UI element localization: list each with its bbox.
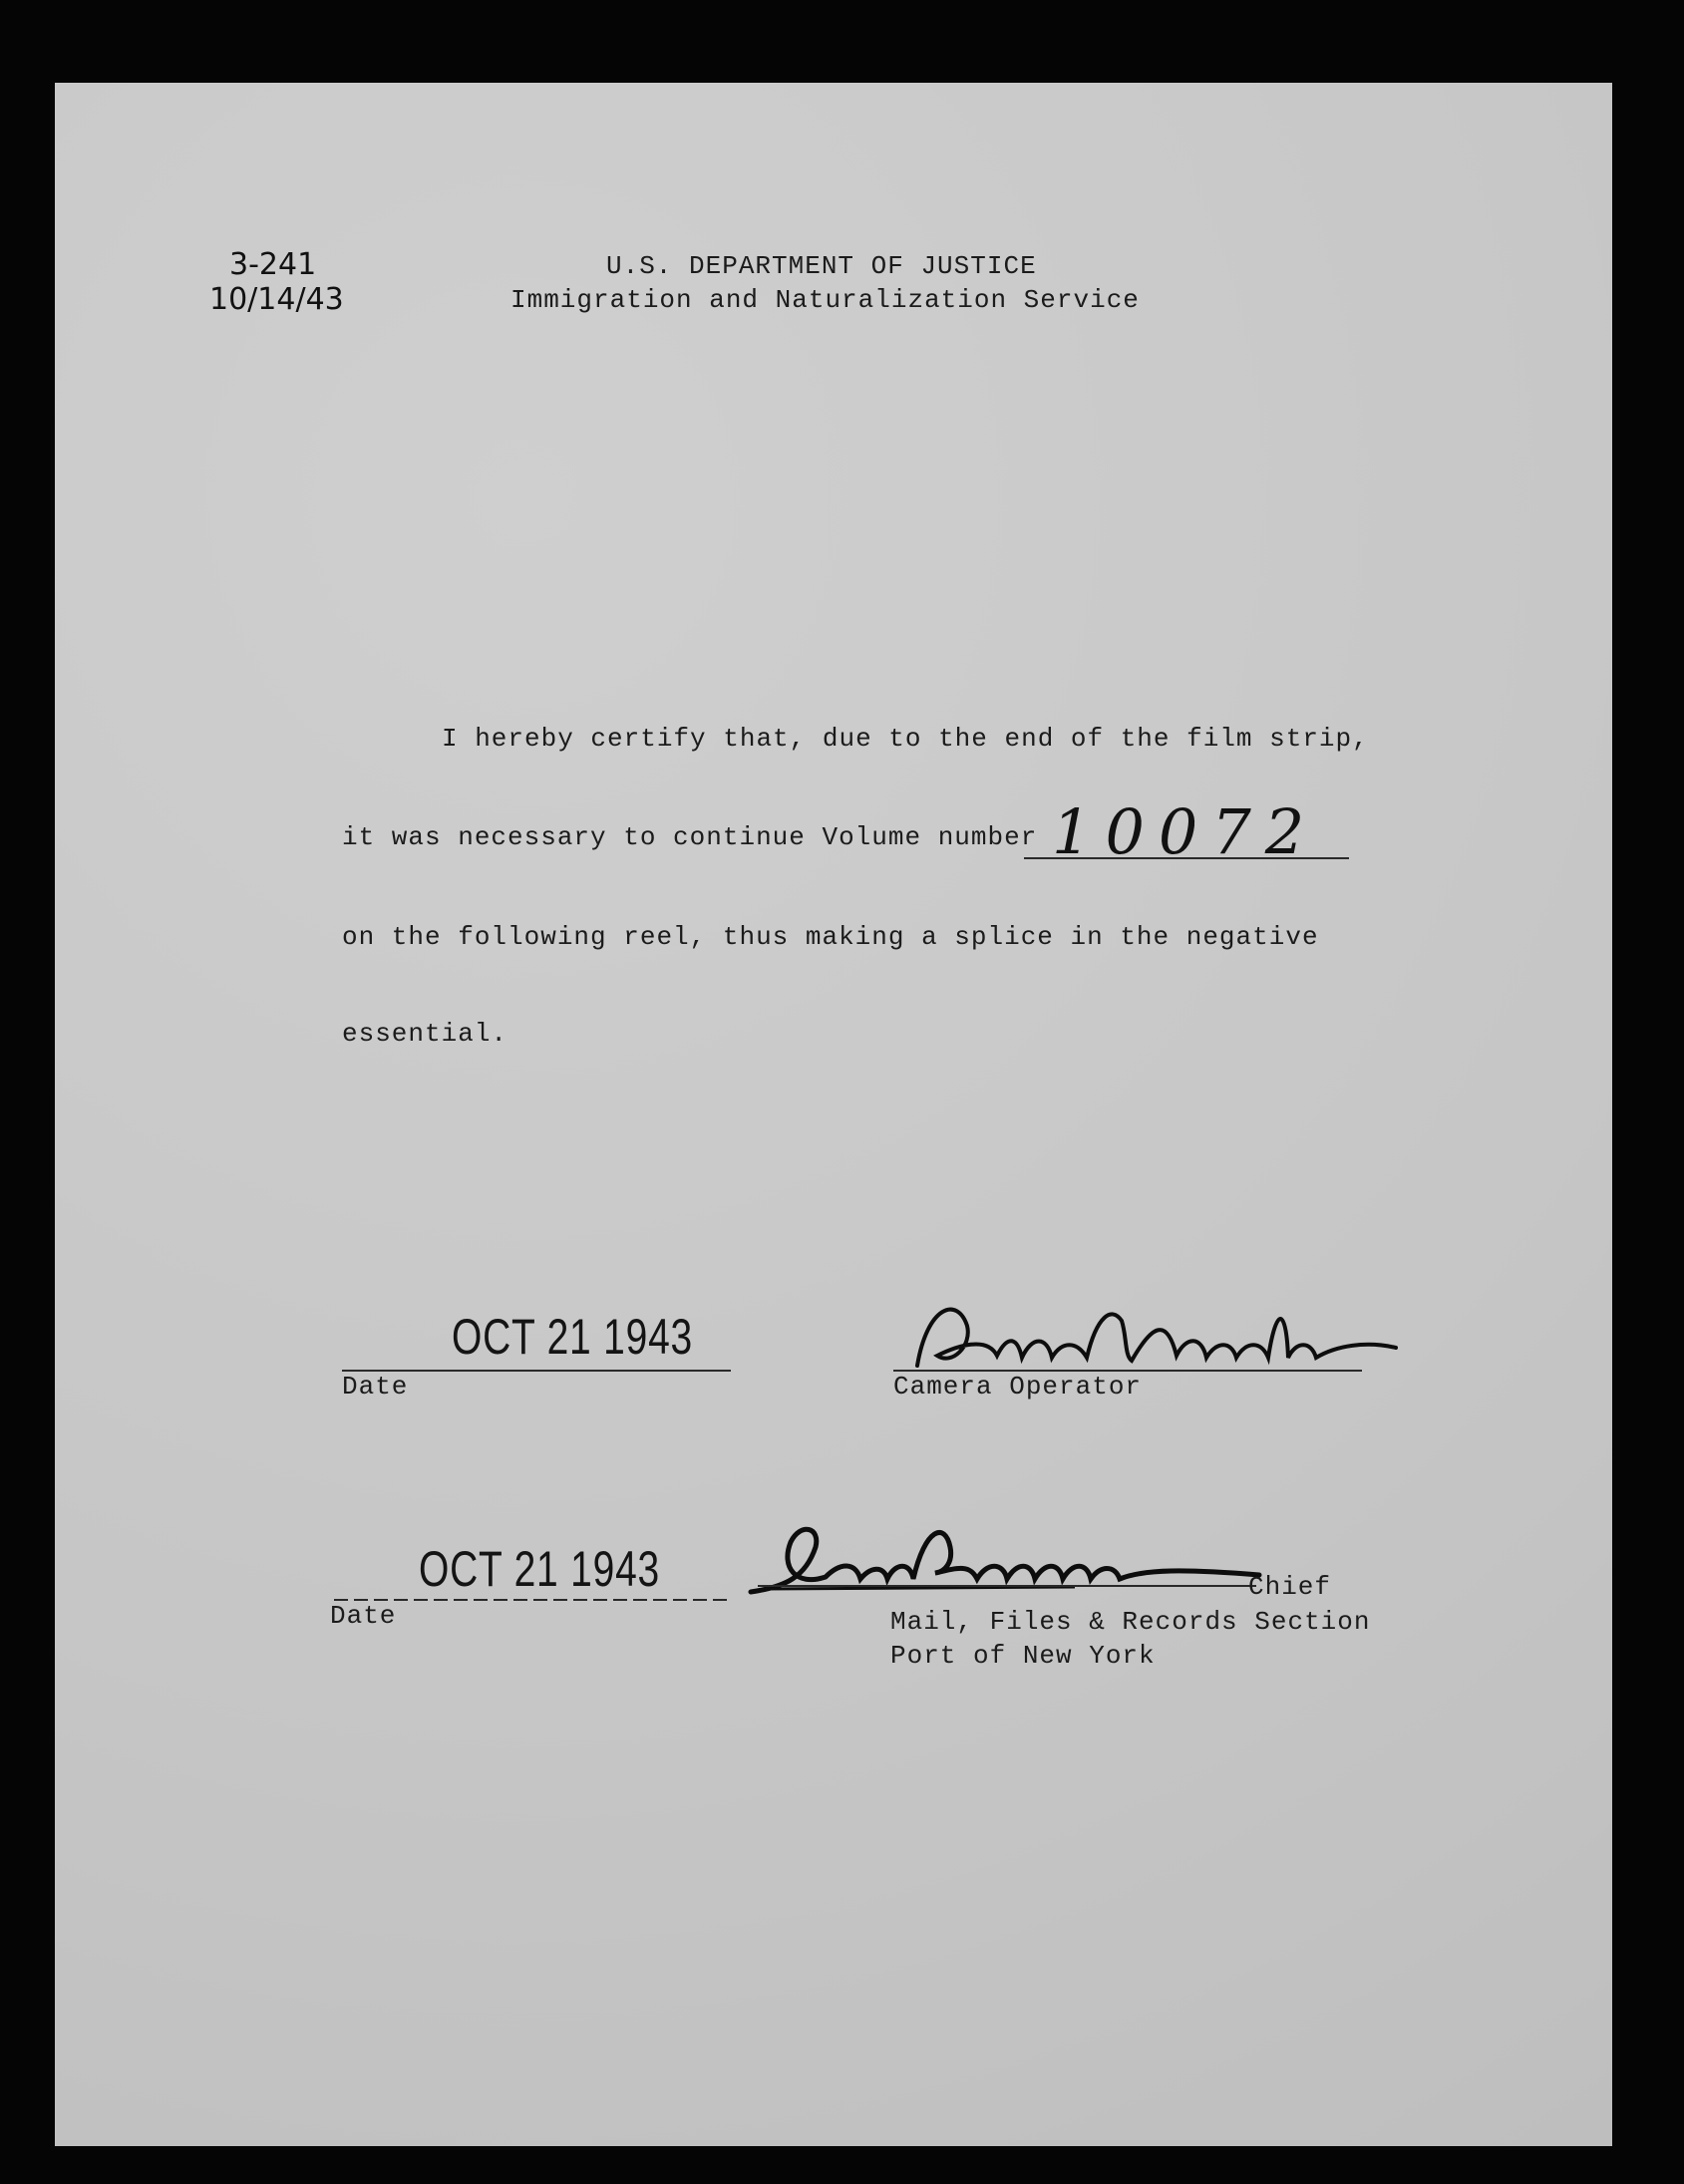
chief-label: Chief: [1248, 1572, 1332, 1602]
body-line-4: essential.: [342, 1019, 508, 1049]
date-label-1: Date: [342, 1372, 409, 1402]
document-page: [55, 83, 1612, 2146]
volume-number-handwritten: 10072: [1052, 795, 1319, 868]
date-stamp-1: OCT 21 1943: [452, 1309, 694, 1365]
camera-operator-label: Camera Operator: [893, 1372, 1143, 1402]
body-line-1: I hereby certify that, due to the end of the film strip,: [442, 724, 1369, 754]
form-date: 10/14/43: [209, 282, 344, 317]
form-number: 3-241: [229, 247, 317, 282]
signature-line-2: [758, 1585, 1256, 1587]
port-label: Port of New York: [890, 1641, 1156, 1671]
date-label-2: Date: [330, 1601, 397, 1631]
department-heading: U.S. DEPARTMENT OF JUSTICE: [606, 251, 1037, 281]
section-label: Mail, Files & Records Section: [890, 1607, 1371, 1637]
body-line-3: on the following reel, thus making a splice in the negative: [342, 922, 1319, 952]
service-heading: Immigration and Naturalization Service: [510, 285, 1140, 315]
signature-chief: [746, 1507, 1264, 1607]
date-stamp-2: OCT 21 1943: [419, 1541, 661, 1597]
body-line-2: it was necessary to continue Volume number: [342, 822, 1038, 852]
